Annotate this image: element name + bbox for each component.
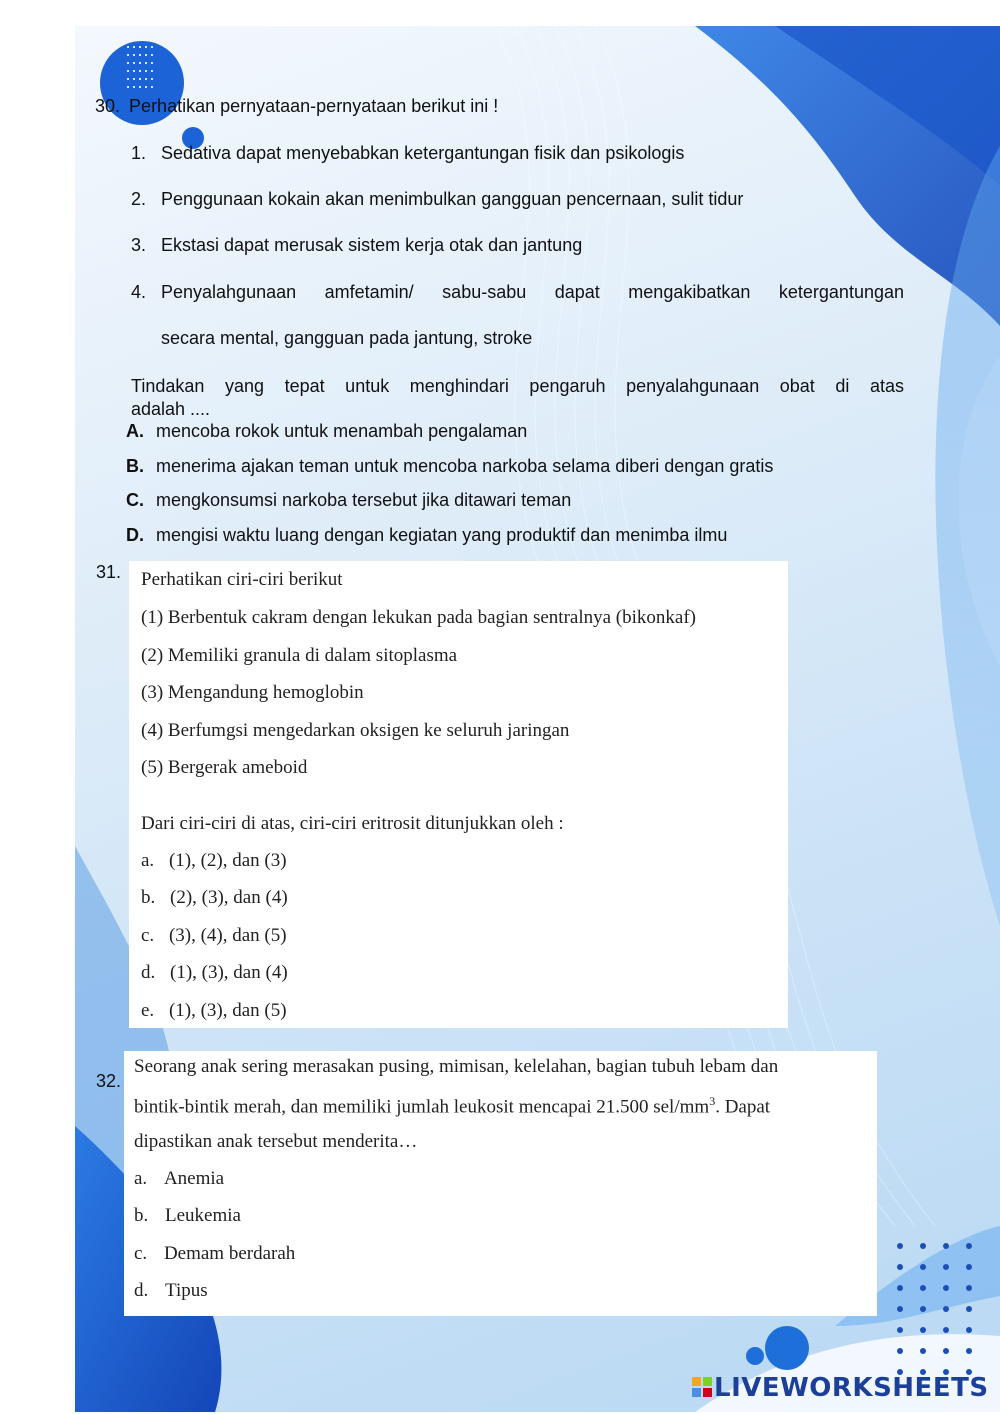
option-text: Demam berdarah [163, 1243, 296, 1264]
trait-1: (1) Berbentuk cakram dengan lekukan pada bagian sentralnya (bikonkaf) [141, 607, 696, 628]
statement-number: 2. [131, 189, 147, 209]
trait-5: (5) Bergerak ameboid [141, 757, 308, 778]
option-d[interactable] [134, 1280, 208, 1302]
statement-text: Penyalahgunaan amfetamin/ sabu-sabu dapat mengakibatkan ketergantungan [161, 282, 904, 302]
option-text: (3), (4), dan (5) [168, 925, 287, 946]
option-d[interactable] [126, 525, 727, 546]
statement-number: 4. [131, 282, 147, 302]
logo-text: LIVEWORKSHEETS [714, 1373, 989, 1403]
option-letter: d. [134, 1280, 149, 1301]
logo-grid-icon [692, 1377, 712, 1397]
option-text: (2), (3), dan (4) [170, 887, 288, 908]
option-letter: c. [134, 1243, 148, 1264]
question-31-text: Dari ciri-ciri di atas, ciri-ciri eritrosit ditunjukkan oleh : [141, 813, 564, 834]
option-text: (1), (2), dan (3) [168, 850, 287, 871]
option-letter: D. [126, 525, 144, 545]
option-letter: a. [141, 850, 155, 871]
line-2-text: bintik-bintik merah, dan memiliki jumlah leukosit mencapai 21.500 sel/mm [134, 1096, 710, 1118]
question-31-box [129, 561, 788, 1028]
option-a[interactable] [126, 421, 527, 442]
question-32-box [124, 1051, 877, 1316]
option-letter: a. [134, 1168, 148, 1189]
instruction-line-2: adalah .... [131, 399, 211, 419]
option-letter: e. [141, 1000, 155, 1021]
option-d[interactable] [141, 962, 288, 984]
option-letter: b. [134, 1205, 149, 1226]
option-c[interactable] [126, 490, 571, 511]
option-text: mencoba rokok untuk menambah pengalaman [156, 421, 528, 441]
option-letter: A. [126, 421, 144, 441]
question-30-instruction [131, 375, 904, 421]
option-b[interactable] [126, 456, 773, 477]
option-letter: b. [141, 887, 156, 908]
instruction-line-1: Tindakan yang tepat untuk menghindari pengaruh penyalahgunaan obat di atas [131, 376, 904, 396]
option-text: (1), (3), dan (4) [170, 962, 288, 983]
option-text: menerima ajakan teman untuk mencoba narkoba selama diberi dengan gratis [156, 456, 774, 476]
superscript: 3 [709, 1094, 716, 1108]
question-number: 30. [95, 96, 121, 116]
statement-text: Sedativa dapat menyebabkan ketergantungan fisik dan psikologis [161, 143, 685, 163]
option-letter: B. [126, 456, 144, 476]
statement-text: Penggunaan kokain akan menimbulkan gangguan pencernaan, sulit tidur [161, 189, 744, 209]
question-32-line-2 [134, 1094, 770, 1118]
question-32-number: 32. [96, 1071, 122, 1091]
question-32-line-3: dipastikan anak tersebut menderita… [134, 1131, 418, 1152]
question-32-line-1: Seorang anak sering merasakan pusing, mimisan, kelelahan, bagian tubuh lebam dan [134, 1056, 779, 1077]
option-text: mengisi waktu luang dengan kegiatan yang produktif dan menimba ilmu [156, 525, 728, 545]
statement-4-continuation: secara mental, gangguan pada jantung, stroke [161, 328, 533, 348]
question-text: Perhatikan pernyataan-pernyataan berikut ini ! [129, 96, 499, 116]
option-text: mengkonsumsi narkoba tersebut jika ditawari teman [156, 490, 572, 510]
trait-3: (3) Mengandung hemoglobin [141, 682, 364, 703]
option-letter: C. [126, 490, 144, 510]
option-text: Tipus [165, 1280, 208, 1301]
option-letter: d. [141, 962, 156, 983]
option-text: Anemia [163, 1168, 225, 1189]
line-2-tail: . Dapat [715, 1096, 771, 1118]
option-b[interactable] [141, 887, 288, 909]
statement-number: 3. [131, 235, 147, 255]
option-e[interactable] [141, 1000, 287, 1022]
option-a[interactable] [134, 1168, 224, 1190]
option-b[interactable] [134, 1205, 241, 1227]
statement-text: Ekstasi dapat merusak sistem kerja otak dan jantung [161, 235, 583, 255]
option-a[interactable] [141, 850, 287, 872]
option-letter: c. [141, 925, 155, 946]
question-31-number: 31. [96, 562, 122, 582]
option-text: Leukemia [165, 1205, 241, 1226]
option-c[interactable] [134, 1243, 295, 1265]
question-30-heading [95, 96, 498, 117]
trait-4: (4) Berfumgsi mengedarkan oksigen ke seluruh jaringan [141, 720, 570, 741]
trait-2: (2) Memiliki granula di dalam sitoplasma [141, 645, 458, 666]
statement-number: 1. [131, 143, 147, 163]
option-c[interactable] [141, 925, 287, 947]
question-31-heading: Perhatikan ciri-ciri berikut [141, 569, 343, 590]
option-text: (1), (3), dan (5) [168, 1000, 287, 1021]
